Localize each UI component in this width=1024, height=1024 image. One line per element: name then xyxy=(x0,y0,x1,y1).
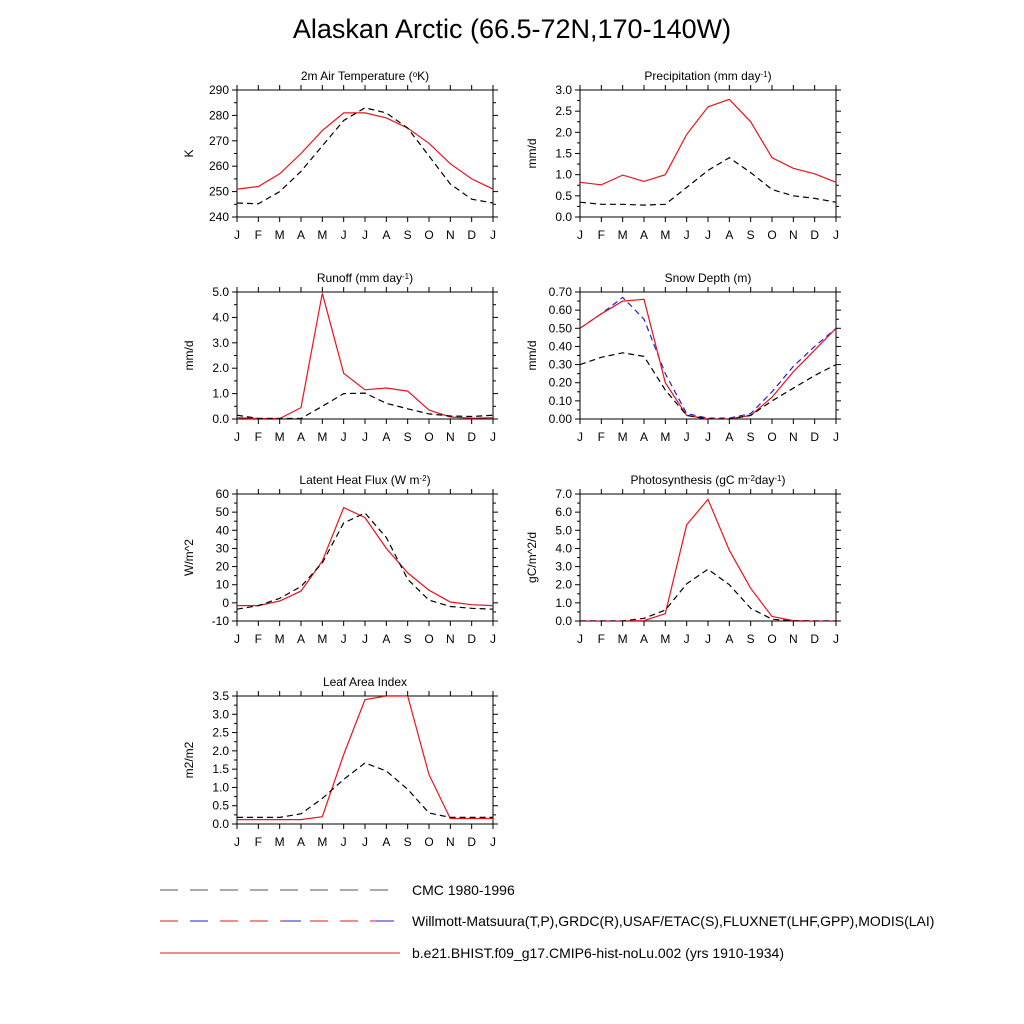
x-tick-label: J xyxy=(833,430,839,444)
x-tick-label: M xyxy=(274,835,285,849)
plot-frame xyxy=(580,90,836,217)
x-tick-label: F xyxy=(254,430,263,444)
x-tick-label: F xyxy=(597,430,606,444)
x-tick-label: J xyxy=(577,430,583,444)
y-tick-label: 4.0 xyxy=(212,310,229,325)
y-tick-label: 5.0 xyxy=(212,285,229,299)
y-tick-label: 2.0 xyxy=(212,743,229,758)
x-tick-label: J xyxy=(683,430,690,444)
x-tick-label: D xyxy=(467,835,477,849)
x-tick-label: A xyxy=(382,835,391,849)
x-tick-label: J xyxy=(705,228,711,242)
x-tick-label: M xyxy=(317,835,328,849)
y-tick-label: 1.5 xyxy=(555,146,572,161)
y-tick-label: 10 xyxy=(215,577,229,592)
panel-title: Latent Heat Flux (W m-2) xyxy=(299,473,431,487)
x-tick-label: A xyxy=(382,228,391,242)
y-tick-label: 0.5 xyxy=(555,188,572,203)
x-tick-label: M xyxy=(660,430,671,444)
series-line-cmc xyxy=(580,158,836,205)
panel-title: Runoff (mm day-1) xyxy=(316,271,414,285)
x-tick-label: A xyxy=(382,632,391,646)
series-line-model xyxy=(580,99,836,185)
y-tick-label: 2.0 xyxy=(212,361,229,376)
x-tick-label: J xyxy=(577,632,583,646)
series-line-model xyxy=(580,299,836,419)
x-tick-label: M xyxy=(274,430,285,444)
y-tick-label: 7.0 xyxy=(555,487,572,501)
x-tick-label: J xyxy=(340,835,347,849)
x-tick-label: O xyxy=(424,430,434,444)
y-tick-label: 1.0 xyxy=(555,167,572,182)
x-tick-label: A xyxy=(639,430,649,444)
y-tick-label: 30 xyxy=(215,541,229,556)
x-tick-label: S xyxy=(403,430,412,444)
x-tick-label: O xyxy=(424,835,434,849)
y-tick-label: 1.0 xyxy=(555,595,572,610)
x-tick-label: J xyxy=(490,228,496,242)
series-line-model xyxy=(237,293,493,418)
y-tick-label: 20 xyxy=(215,559,229,574)
x-tick-label: A xyxy=(639,632,649,646)
x-tick-label: A xyxy=(639,228,649,242)
x-tick-label: F xyxy=(254,632,263,646)
y-tick-label: 0.00 xyxy=(548,412,572,426)
x-tick-label: S xyxy=(746,430,755,444)
x-tick-label: J xyxy=(234,228,240,242)
y-axis-label: K xyxy=(182,149,196,158)
x-tick-label: D xyxy=(810,632,820,646)
x-tick-label: S xyxy=(403,632,412,646)
y-tick-label: 3.0 xyxy=(212,335,229,350)
x-tick-label: O xyxy=(767,430,777,444)
x-tick-label: N xyxy=(788,228,798,242)
x-tick-label: J xyxy=(362,835,368,849)
x-tick-label: O xyxy=(767,228,777,242)
x-tick-label: M xyxy=(274,632,285,646)
x-tick-label: J xyxy=(362,430,368,444)
y-tick-label: 2.5 xyxy=(555,104,572,119)
panel-1 xyxy=(182,69,498,242)
x-tick-label: M xyxy=(660,632,671,646)
x-tick-label: M xyxy=(317,430,328,444)
legend-label: b.e21.BHIST.f09_g17.CMIP6-hist-noLu.002 (yrs 1910-1934) xyxy=(412,945,784,961)
y-tick-label: 0.40 xyxy=(548,339,572,354)
y-tick-label: 40 xyxy=(215,523,229,538)
series-line-model xyxy=(237,508,493,606)
y-tick-label: 0.50 xyxy=(548,321,572,336)
x-tick-label: M xyxy=(317,632,328,646)
x-tick-label: J xyxy=(490,632,496,646)
x-tick-label: J xyxy=(362,228,368,242)
x-tick-label: J xyxy=(705,632,711,646)
y-axis-label: m2/m2 xyxy=(182,741,196,779)
y-tick-label: 2.5 xyxy=(212,725,229,740)
x-tick-label: J xyxy=(683,228,690,242)
x-tick-label: A xyxy=(296,228,306,242)
x-tick-label: A xyxy=(296,835,306,849)
y-tick-label: 260 xyxy=(208,159,229,174)
y-tick-label: 1.0 xyxy=(212,780,229,795)
x-tick-label: J xyxy=(683,632,690,646)
x-tick-label: J xyxy=(234,835,240,849)
x-tick-label: D xyxy=(810,228,820,242)
x-tick-label: N xyxy=(445,430,455,444)
x-tick-label: F xyxy=(254,835,263,849)
x-tick-label: D xyxy=(467,430,477,444)
y-tick-label: 0 xyxy=(222,595,229,610)
x-tick-label: J xyxy=(490,835,496,849)
x-tick-label: F xyxy=(597,632,606,646)
panel-4 xyxy=(525,271,841,444)
panel-title: Photosynthesis (gC m-2day-1) xyxy=(630,473,786,487)
panel-title: Snow Depth (m) xyxy=(664,271,752,285)
x-tick-label: N xyxy=(445,835,455,849)
series-line-cmc xyxy=(237,513,493,609)
plot-frame xyxy=(580,292,836,419)
x-tick-label: N xyxy=(788,632,798,646)
series-line-cmc xyxy=(237,393,493,418)
y-tick-label: 1.0 xyxy=(212,386,229,401)
y-tick-label: 0.0 xyxy=(555,614,572,628)
y-tick-label: 4.0 xyxy=(555,541,572,556)
x-tick-label: D xyxy=(467,228,477,242)
y-axis-label: mm/d xyxy=(525,138,539,169)
y-tick-label: 0.20 xyxy=(548,375,572,390)
x-tick-label: N xyxy=(445,228,455,242)
y-tick-label: 0.70 xyxy=(548,285,572,299)
x-tick-label: J xyxy=(833,632,839,646)
panel-6 xyxy=(525,473,841,646)
y-axis-label: mm/d xyxy=(525,340,539,371)
x-tick-label: J xyxy=(340,228,347,242)
x-tick-label: M xyxy=(617,430,628,444)
y-tick-label: 280 xyxy=(208,108,229,123)
x-tick-label: S xyxy=(746,632,755,646)
x-tick-label: A xyxy=(382,430,391,444)
legend-label: Willmott-Matsuura(T,P),GRDC(R),USAF/ETAC(S),FLUXNET(LHF,GPP),MODIS(LAI) xyxy=(412,913,935,929)
x-tick-label: J xyxy=(577,228,583,242)
y-tick-label: 3.0 xyxy=(555,83,572,97)
x-tick-label: D xyxy=(467,632,477,646)
y-axis-label: mm/d xyxy=(182,340,196,371)
series-line-model xyxy=(580,499,836,621)
legend-label: CMC 1980-1996 xyxy=(412,882,515,898)
x-tick-label: O xyxy=(767,632,777,646)
y-tick-label: 0.60 xyxy=(548,303,572,318)
x-tick-label: F xyxy=(254,228,263,242)
legend xyxy=(160,882,934,961)
y-tick-label: 0.0 xyxy=(212,817,229,831)
x-tick-label: J xyxy=(833,228,839,242)
y-tick-label: -10 xyxy=(211,614,229,628)
x-tick-label: A xyxy=(296,430,306,444)
chart-main-title: Alaskan Arctic (66.5-72N,170-140W) xyxy=(292,14,732,44)
x-tick-label: S xyxy=(403,835,412,849)
y-axis-label: W/m^2 xyxy=(182,539,196,576)
panel-3 xyxy=(182,271,498,444)
y-tick-label: 290 xyxy=(208,83,229,97)
y-tick-label: 250 xyxy=(208,184,229,199)
y-tick-label: 3.0 xyxy=(555,559,572,574)
y-tick-label: 0.30 xyxy=(548,357,572,372)
x-tick-label: N xyxy=(445,632,455,646)
y-tick-label: 3.0 xyxy=(212,707,229,722)
x-tick-label: J xyxy=(234,430,240,444)
y-tick-label: 0.0 xyxy=(555,210,572,224)
plot-frame xyxy=(237,90,493,217)
series-line-cmc xyxy=(237,108,493,204)
x-tick-label: A xyxy=(725,228,734,242)
x-tick-label: O xyxy=(424,632,434,646)
x-tick-label: O xyxy=(424,228,434,242)
y-tick-label: 0.5 xyxy=(212,798,229,813)
y-axis-label: gC/m^2/d xyxy=(525,532,539,583)
y-tick-label: 50 xyxy=(215,505,229,520)
y-tick-label: 3.5 xyxy=(212,689,229,703)
panel-title: Leaf Area Index xyxy=(322,675,408,689)
y-tick-label: 240 xyxy=(208,210,229,224)
y-tick-label: 60 xyxy=(215,487,229,501)
x-tick-label: M xyxy=(274,228,285,242)
x-tick-label: J xyxy=(490,430,496,444)
x-tick-label: F xyxy=(597,228,606,242)
x-tick-label: A xyxy=(725,430,734,444)
y-tick-label: 2.0 xyxy=(555,577,572,592)
x-tick-label: J xyxy=(362,632,368,646)
series-line-cmc xyxy=(237,763,493,818)
x-tick-label: A xyxy=(296,632,306,646)
x-tick-label: J xyxy=(705,430,711,444)
y-tick-label: 5.0 xyxy=(555,523,572,538)
x-tick-label: D xyxy=(810,430,820,444)
series-line-model xyxy=(237,113,493,189)
y-tick-label: 1.5 xyxy=(212,762,229,777)
x-tick-label: S xyxy=(403,228,412,242)
plot-frame xyxy=(237,292,493,419)
x-tick-label: N xyxy=(788,430,798,444)
panel-5 xyxy=(182,473,498,646)
x-tick-label: M xyxy=(660,228,671,242)
y-tick-label: 6.0 xyxy=(555,505,572,520)
panel-2 xyxy=(525,69,841,242)
y-tick-label: 0.0 xyxy=(212,412,229,426)
plot-frame xyxy=(237,696,493,824)
panel-title: 2m Air Temperature (oK) xyxy=(300,69,430,83)
panel-title: Precipitation (mm day-1) xyxy=(644,69,772,83)
series-line-cmc xyxy=(580,569,836,621)
plot-frame xyxy=(580,494,836,621)
y-tick-label: 2.0 xyxy=(555,125,572,140)
x-tick-label: M xyxy=(317,228,328,242)
x-tick-label: J xyxy=(234,632,240,646)
x-tick-label: A xyxy=(725,632,734,646)
y-tick-label: 270 xyxy=(208,133,229,148)
series-line-obs xyxy=(580,297,836,418)
x-tick-label: J xyxy=(340,430,347,444)
x-tick-label: M xyxy=(617,632,628,646)
x-tick-label: S xyxy=(746,228,755,242)
series-line-model xyxy=(237,696,493,820)
x-tick-label: M xyxy=(617,228,628,242)
y-tick-label: 0.10 xyxy=(548,393,572,408)
panel-7 xyxy=(182,675,498,849)
x-tick-label: J xyxy=(340,632,347,646)
